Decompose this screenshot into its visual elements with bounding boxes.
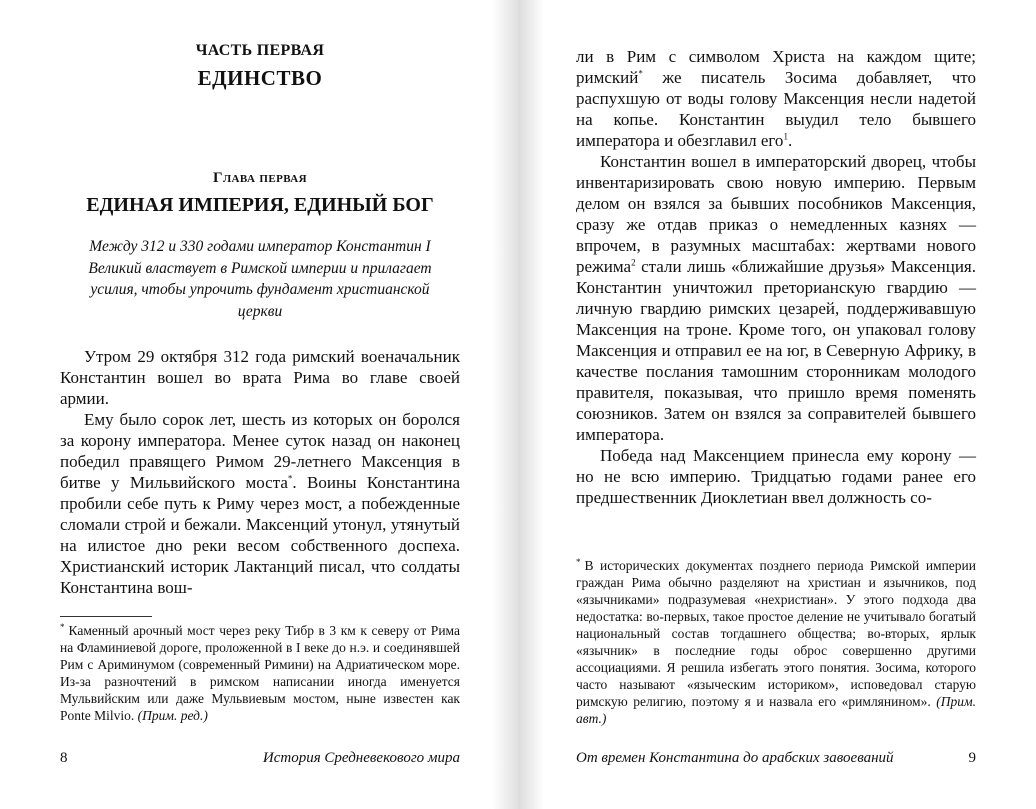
paragraph-text: Ему было сорок лет, шесть из которых он боролся за корону императора. Менее суток назад он наконец победил правящего Римом 29-летнего Максенция в битве у Мильвийского моста — [60, 410, 460, 492]
endnote-reference: 2 — [631, 257, 636, 268]
paragraph — [576, 151, 976, 445]
page-number: 9 — [968, 750, 976, 766]
chapter-label: Глава первая — [213, 170, 307, 186]
page-number: 8 — [60, 750, 68, 766]
paragraph-text: ли в Рим с символом Христа на каждом щите; римский — [576, 47, 976, 87]
paragraph: Утром 29 октября 312 года римский военачальник Константин вошел во врата Рима во главе своей армии. — [60, 347, 460, 408]
paragraph: Победа над Максенцием принесла ему корону — но не всю империю. Тридцатью годами ранее его предшественник Диоклетиан ввел должность со- — [576, 446, 976, 507]
footnote-note: (Прим. авт.) — [576, 694, 976, 726]
paragraph-text: . Воины Константина пробили себе путь к Риму через мост, а побежденные сломали строй и бежали. Максенций утонул, утянутый на илистое дно реки весом собственного доспеха. Христианский историк Лактанций писал, что солдаты Константина вош- — [60, 473, 460, 597]
part-title: ЕДИНСТВО — [197, 66, 323, 90]
footnote-text: В исторических документах позднего периода Римской империи граждан Рима обычно разделяют на христиан и язычников, под «язычниками» подразумевая «нехристиан». У этого подхода два недостатка: во-первых, такое простое деление не учитывало богатый национальный состав тогдашнего общества; во-вторых, ярлык «язычник» в последние годы оброс совершенно другими ассоциациями. Я решила избегать этого понятия. Зосима, которого часто называют «языческим историком», исповедовал старую римскую религию, поэтому я и назвала его «римлянином». — [576, 558, 976, 709]
footnote-reference: * — [638, 68, 643, 79]
chapter-epigraph: Между 312 и 330 годами император Константин I Великий властвует в Римской империи и прилагает усилия, чтобы упрочить фундамент христианской церкви — [88, 238, 432, 320]
footnote — [60, 622, 460, 724]
footnote-divider — [60, 616, 152, 617]
left-body-text — [60, 346, 460, 598]
paragraph — [576, 46, 976, 151]
footnote-note: (Прим. ред.) — [137, 708, 208, 723]
endnote-reference: 1 — [783, 131, 788, 142]
footnote-reference: * — [287, 473, 293, 484]
chapter-title: ЕДИНАЯ ИМПЕРИЯ, ЕДИНЫЙ БОГ — [86, 194, 434, 216]
gutter-shadow — [492, 0, 518, 809]
footnote-mark: * — [60, 621, 65, 632]
right-page — [518, 0, 1036, 809]
paragraph-text: же писатель Зосима добавляет, что распухшую от воды голову Максенция несли надетой на копье. Константин выудил тело бывшего императора и обезглавил его — [576, 68, 976, 150]
footnote-text: Каменный арочный мост через реку Тибр в 3 км к северу от Рима на Фламиниевой дороге, проложенной в I веке до н.э. и соединявшей Рим с Ариминумом (современный Римини) на Адриатическом море. Из-за разночтений в римском написании иногда именуется Мульвийским или даже Мульвиевым мостом, ныне известен как Ponte Milvio. — [60, 623, 460, 723]
footnote-mark: * — [576, 556, 581, 567]
part-label: ЧАСТЬ ПЕРВАЯ — [195, 42, 325, 59]
paragraph — [60, 409, 460, 598]
footnote — [576, 557, 976, 727]
running-head: От времен Константина до арабских завоеваний — [576, 750, 894, 766]
paragraph-text: Константин вошел в императорский дворец, чтобы инвентаризировать свою новую империю. Первым делом он взялся за бывших пособников Максенция, сразу же отдав приказ о немедленных казнях — впрочем, в разумных масштабах: жертвами нового режима — [576, 152, 976, 276]
running-head: История Средневекового мира — [262, 750, 460, 766]
gutter-shadow — [518, 0, 544, 809]
paragraph-text: . — [787, 131, 793, 150]
right-body-text — [576, 46, 976, 508]
paragraph-text: стали лишь «ближайшие друзья» Максенция. Константин уничтожил преторианскую гвардию — личную гвардию римских цезарей, поддерживавшую Максенция на троне. Кроме того, он упаковал голову Максенция и отправил ее на юг, в Северную Африку, в качестве послания тамошним сторонникам молодого правителя, показывая, что пришло время поменять союзников. Затем он взялся за соправителей бывшего императора. — [576, 257, 976, 444]
